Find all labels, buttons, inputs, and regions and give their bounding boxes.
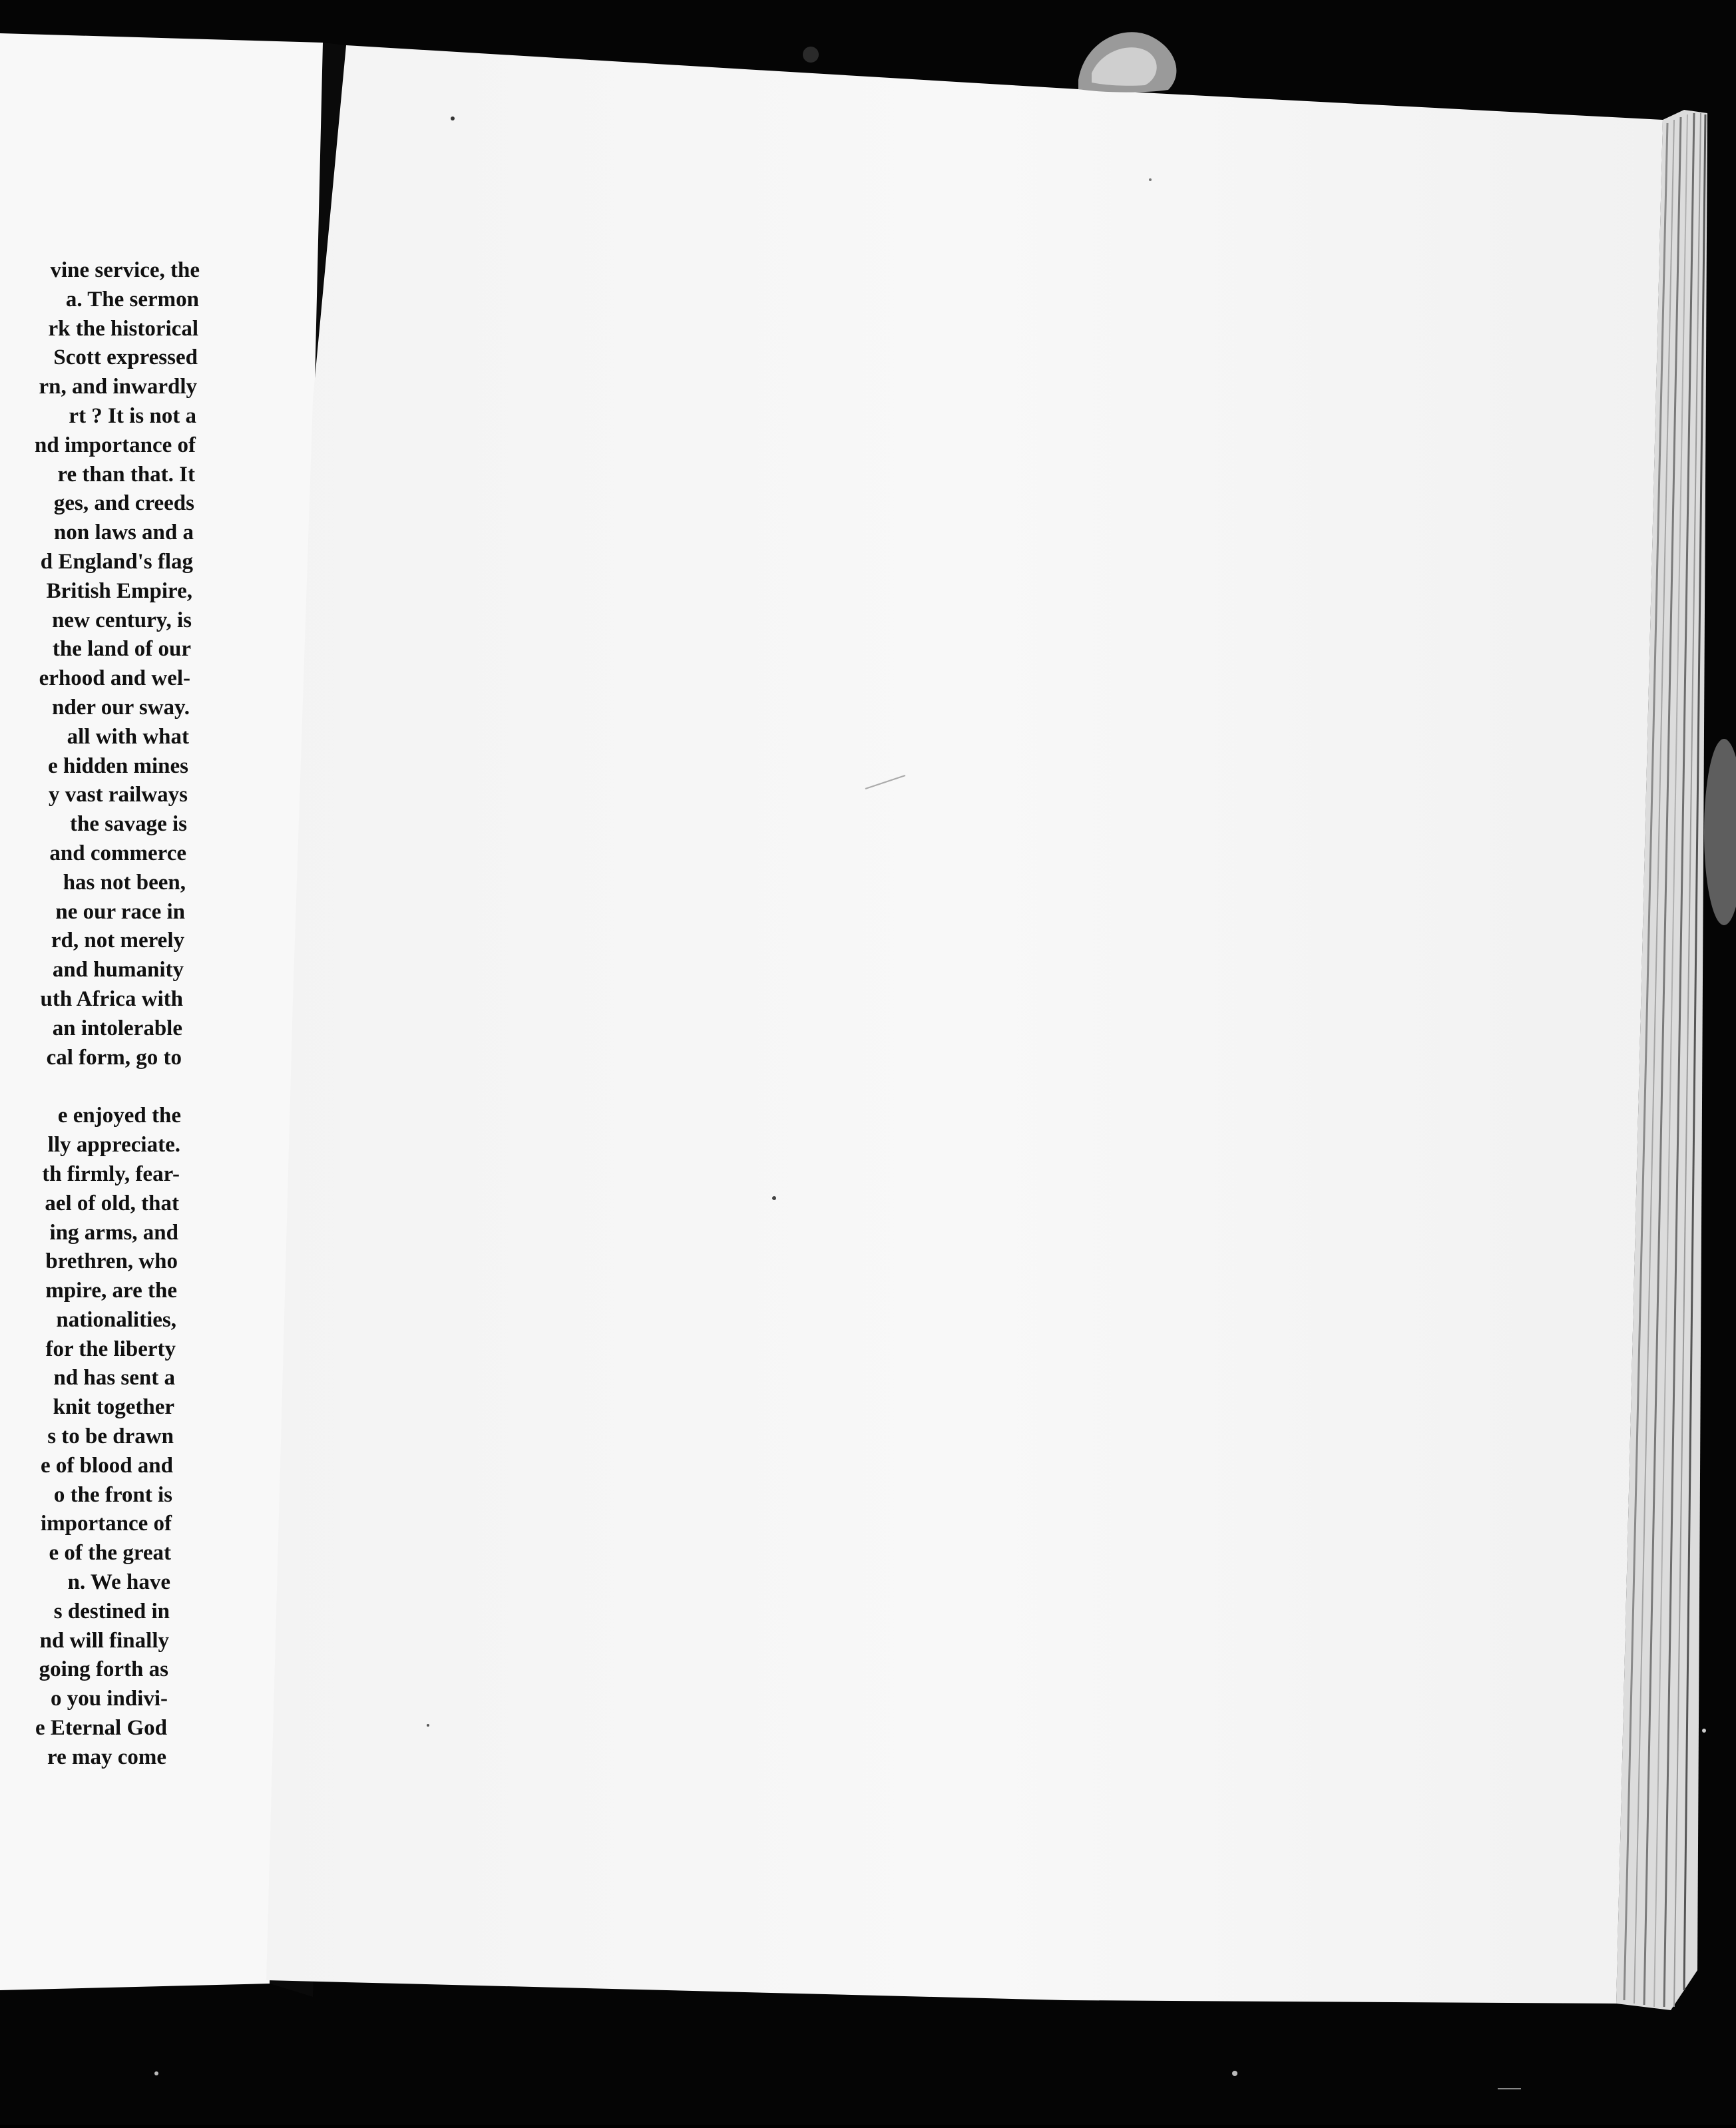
text-line: importance of xyxy=(40,1512,172,1536)
text-line: rd, not merely xyxy=(51,929,184,953)
text-line: re than that. It xyxy=(57,462,195,487)
text-line: n. We have xyxy=(67,1570,170,1595)
text-line: e of the great xyxy=(49,1541,171,1566)
text-line: s destined in xyxy=(53,1599,170,1623)
text-line: non laws and a xyxy=(53,521,194,545)
text-line: s to be drawn xyxy=(47,1424,174,1449)
text-line: ne our race in xyxy=(55,899,185,924)
text-line: nd will finally xyxy=(39,1628,169,1653)
text-line: e enjoyed the xyxy=(57,1104,181,1128)
text-line: nder our sway. xyxy=(52,695,190,720)
text-line: ing arms, and xyxy=(49,1220,178,1245)
text-line: rt ? It is not a xyxy=(69,403,196,428)
text-line: all with what xyxy=(67,724,189,749)
text-line: vine service, the xyxy=(50,258,200,282)
text-line: ael of old, that xyxy=(45,1191,179,1215)
text-line: Scott expressed xyxy=(53,345,198,370)
text-line: re may come xyxy=(47,1745,166,1769)
text-line: brethren, who xyxy=(45,1249,178,1274)
text-line: a. The sermon xyxy=(65,287,199,312)
text-line: rn, and inwardly xyxy=(39,375,197,399)
text-line: d England's flag xyxy=(40,549,193,574)
text-line: and humanity xyxy=(52,958,184,982)
text-line: cal form, go to xyxy=(46,1045,182,1070)
text-line: y vast railways xyxy=(49,783,188,807)
text-line: new century, is xyxy=(52,608,192,632)
text-line: nd importance of xyxy=(35,433,196,457)
text-line: and commerce xyxy=(49,841,186,865)
text-line: erhood and wel- xyxy=(39,666,190,691)
text-line: th firmly, fear- xyxy=(42,1162,180,1186)
text-line: knit together xyxy=(53,1395,174,1420)
text-line: for the liberty xyxy=(45,1337,176,1361)
text-line: British Empire, xyxy=(46,578,192,603)
text-line: ges, and creeds xyxy=(53,491,194,516)
text-line: the land of our xyxy=(52,637,191,662)
text-line: uth Africa with xyxy=(40,986,183,1011)
text-line: nationalities, xyxy=(56,1307,176,1332)
text-line: e of blood and xyxy=(41,1453,173,1478)
text-line: has not been, xyxy=(63,870,186,895)
text-line: o the front is xyxy=(53,1482,172,1507)
text-line: going forth as xyxy=(39,1657,168,1682)
text-line: mpire, are the xyxy=(45,1279,177,1303)
text-line: o you indivi- xyxy=(50,1687,168,1711)
text-line: lly appreciate. xyxy=(47,1133,180,1158)
text-line: e Eternal God xyxy=(35,1716,167,1741)
text-line: an intolerable xyxy=(52,1016,182,1040)
text-line: e hidden mines xyxy=(48,753,188,778)
text-line: nd has sent a xyxy=(53,1366,175,1390)
text-line: rk the historical xyxy=(48,316,198,341)
text-line: the savage is xyxy=(70,812,187,837)
